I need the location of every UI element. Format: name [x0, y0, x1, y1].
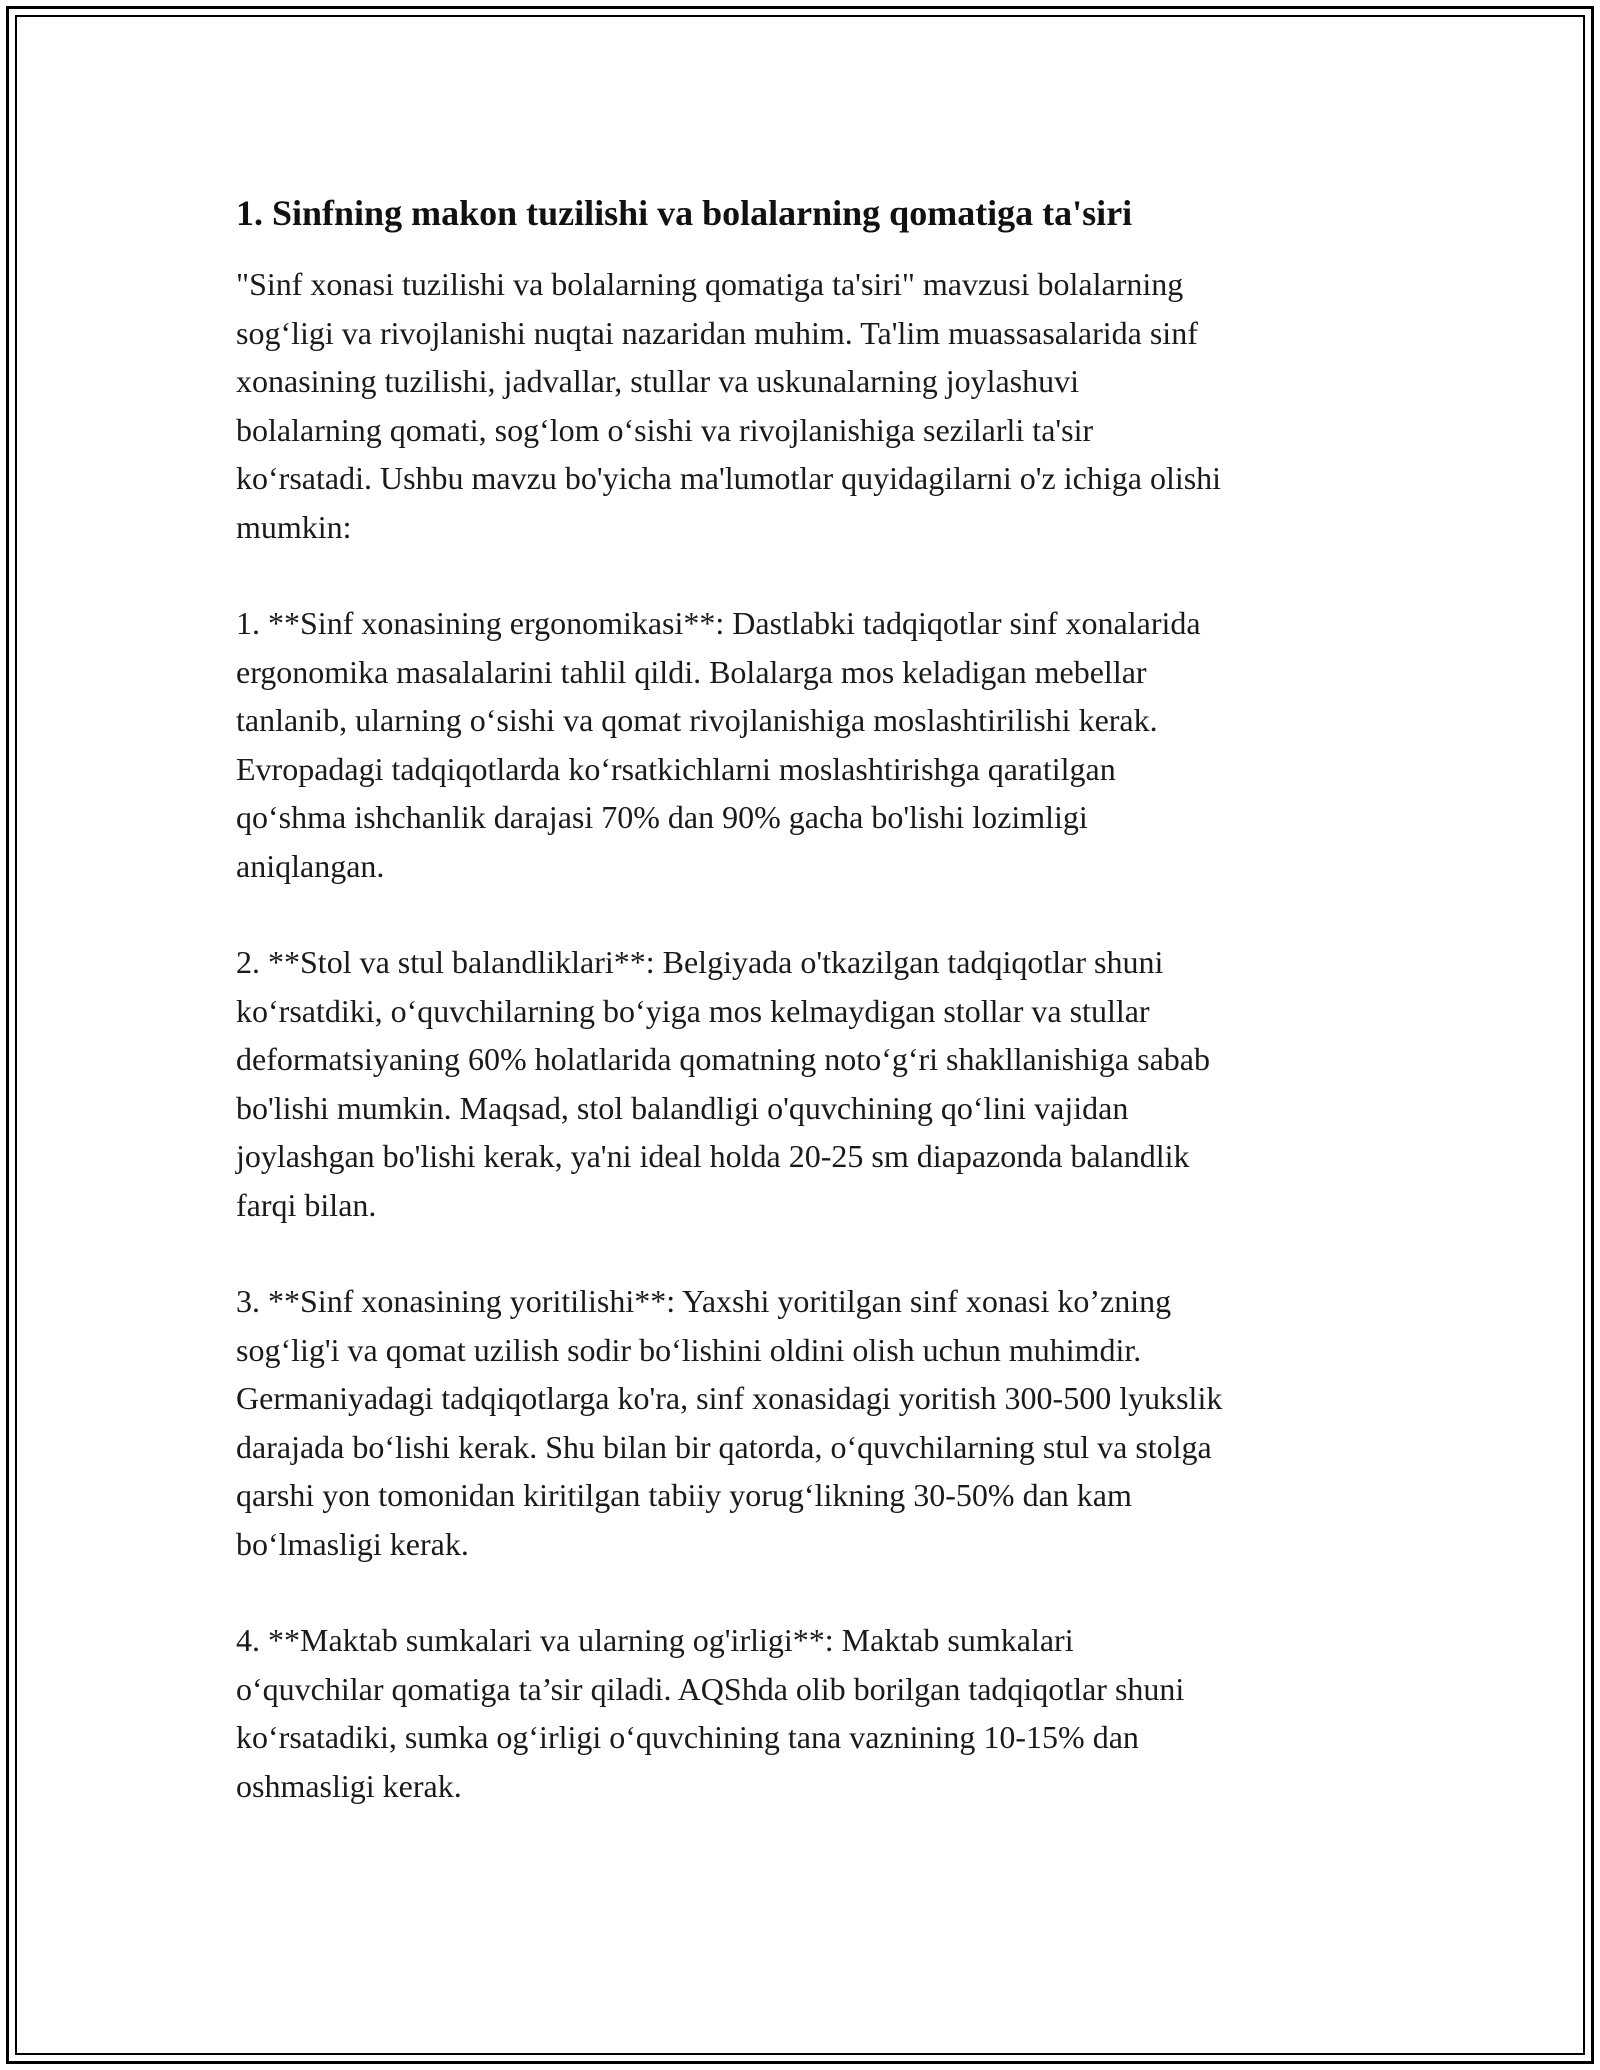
paragraph	[236, 599, 1386, 890]
paragraph-list	[236, 260, 1386, 1810]
text-line: oshmasligi kerak.	[236, 1767, 462, 1804]
text-line: ko‘rsatadi. Ushbu mavzu bo'yicha ma'lumotlar quyidagilarni o'z ichiga olishi	[236, 460, 1222, 496]
text-line: deformatsiyaning 60% holatlarida qomatning noto‘g‘ri shakllanishiga sabab	[236, 1041, 1210, 1077]
text-line: Germaniyadagi tadqiqotlarga ko'ra, sinf xonasidagi yoritish 300-500 lyukslik	[236, 1380, 1223, 1416]
text-line: mumkin:	[236, 508, 352, 545]
text-line: bo‘lmasligi kerak.	[236, 1525, 469, 1562]
text-line: joylashgan bo'lishi kerak, ya'ni ideal holda 20-25 sm diapazonda balandlik	[236, 1138, 1190, 1174]
text-line: sog‘lig'i va qomat uzilish sodir bo‘lishini oldini olish uchun muhimdir.	[236, 1331, 1142, 1368]
text-line: Evropadagi tadqiqotlarda ko‘rsatkichlarni moslashtirishga qaratilgan	[236, 750, 1116, 787]
text-line: tanlanib, ularning o‘sishi va qomat rivojlanishiga moslashtirilishi kerak.	[236, 702, 1158, 738]
text-line: bolalarning qomati, sog‘lom o‘sishi va rivojlanishiga sezilarli ta'sir	[236, 411, 1094, 448]
text-line: farqi bilan.	[236, 1186, 377, 1223]
text-line: "Sinf xonasi tuzilishi va bolalarning qomatiga ta'siri" mavzusi bolalarning	[236, 266, 1184, 302]
text-line: o‘quvchilar qomatiga ta’sir qiladi. AQShda olib borilgan tadqiqotlar shuni	[236, 1670, 1185, 1707]
text-line: 2. **Stol va stul balandliklari**: Belgiyada o'tkazilgan tadqiqotlar shuni	[236, 944, 1164, 980]
text-line: 3. **Sinf xonasining yoritilishi**: Yaxshi yoritilgan sinf xonasi ko’zning	[236, 1283, 1172, 1319]
document-title: 1. Sinfning makon tuzilishi va bolalarning qomatiga ta'siri	[236, 193, 1133, 233]
text-line: sog‘ligi va rivojlanishi nuqtai nazaridan muhim. Ta'lim muassasalarida sinf	[236, 314, 1198, 351]
text-line: darajada bo‘lishi kerak. Shu bilan bir qatorda, o‘quvchilarning stul va stolga	[236, 1428, 1212, 1465]
document-body	[236, 188, 1386, 1858]
paragraph	[236, 938, 1386, 1229]
text-line: xonasining tuzilishi, jadvallar, stullar va uskunalarning joylashuvi	[236, 363, 1080, 399]
text-line: qo‘shma ishchanlik darajasi 70% dan 90% gacha bo'lishi lozimligi	[236, 799, 1088, 835]
text-line: 1. **Sinf xonasining ergonomikasi**: Dastlabki tadqiqotlar sinf xonalarida	[236, 605, 1201, 641]
text-line: qarshi yon tomonidan kiritilgan tabiiy yorug‘likning 30-50% dan kam	[236, 1477, 1132, 1513]
text-line: ergonomika masalalarini tahlil qildi. Bolalarga mos keladigan mebellar	[236, 653, 1147, 690]
text-line: aniqlangan.	[236, 847, 385, 884]
text-line: 4. **Maktab sumkalari va ularning og'irligi**: Maktab sumkalari	[236, 1622, 1074, 1658]
paragraph	[236, 1616, 1386, 1810]
text-line: ko‘rsatadiki, sumka og‘irligi o‘quvchining tana vaznining 10-15% dan	[236, 1719, 1139, 1755]
text-line: ko‘rsatdiki, o‘quvchilarning bo‘yiga mos kelmaydigan stollar va stullar	[236, 992, 1150, 1029]
paragraph	[236, 260, 1386, 551]
text-line: bo'lishi mumkin. Maqsad, stol balandligi o'quvchining qo‘lini vajidan	[236, 1089, 1129, 1126]
paragraph	[236, 1277, 1386, 1568]
